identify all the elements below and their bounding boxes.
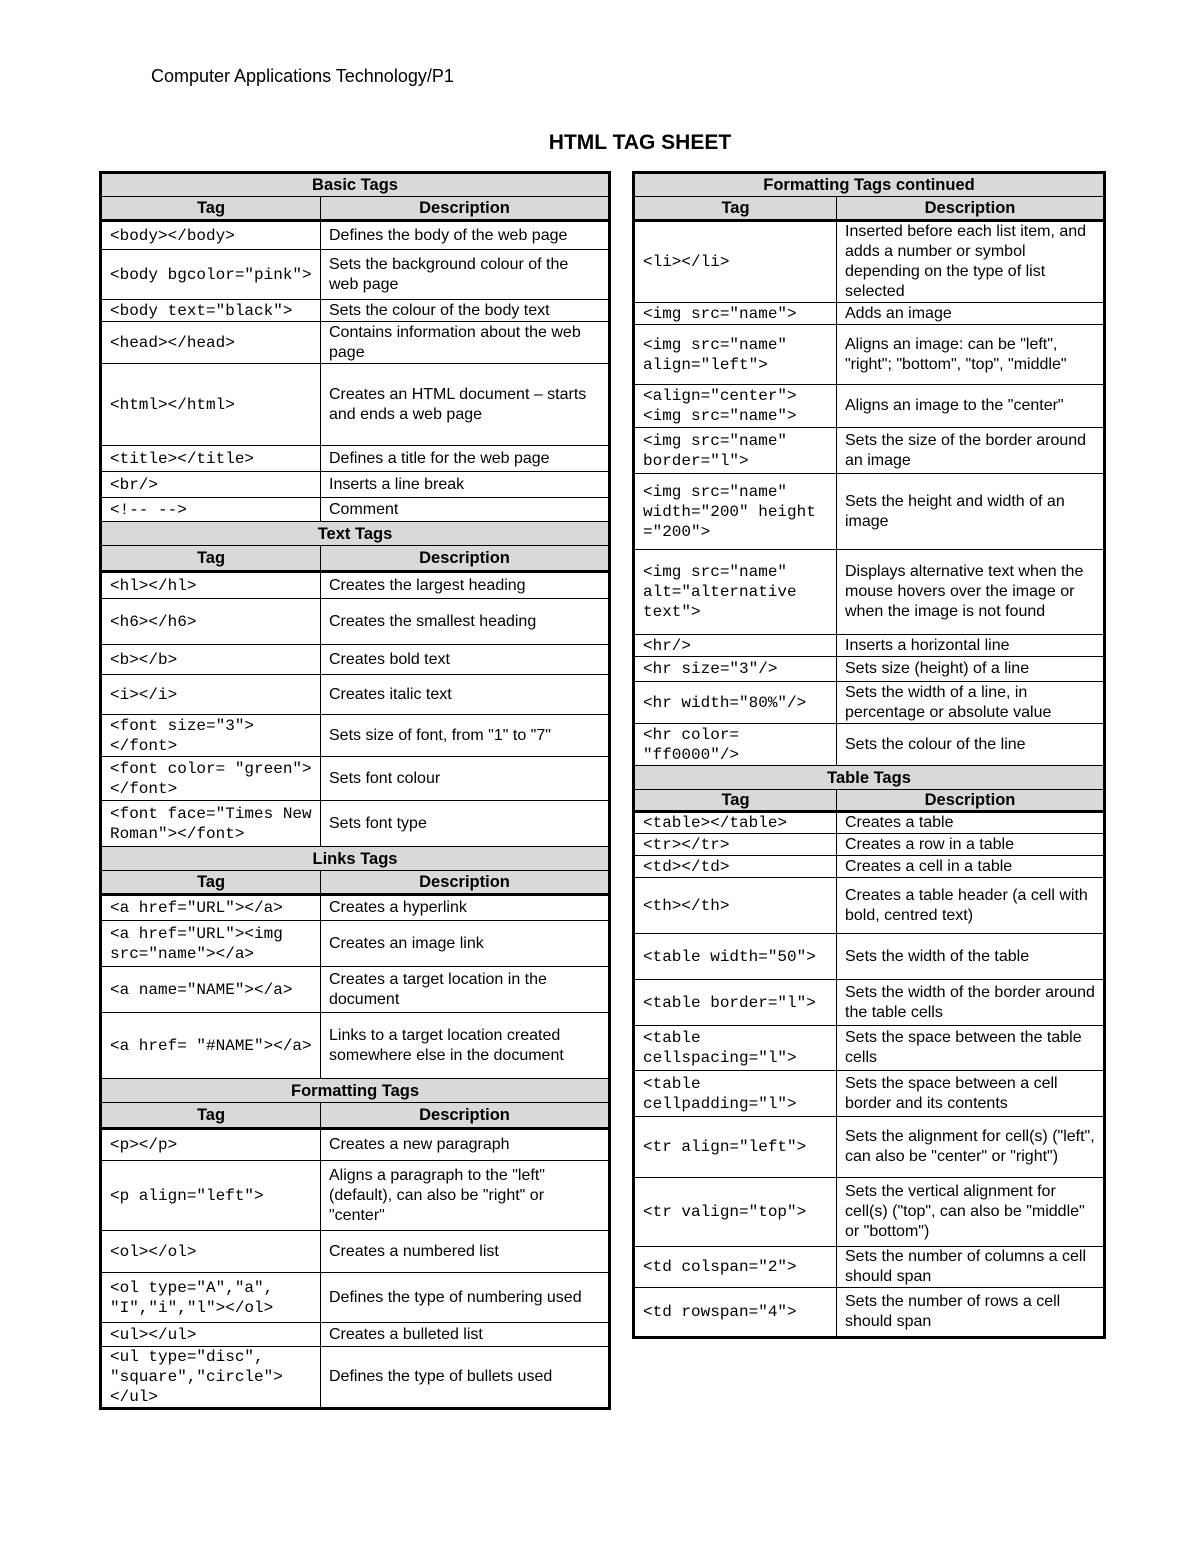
tag-cell: <a href= "#NAME"></a> (101, 1013, 321, 1079)
tag-cell: <br/> (101, 472, 321, 498)
table-row (101, 715, 610, 757)
tag-cell: <hr color= "ff0000"/> (634, 724, 837, 766)
tag-cell: <img src="name" alt="alternative text"> (634, 550, 837, 635)
tag-column-header: Tag (101, 546, 321, 572)
column-header-row (101, 546, 610, 572)
tag-cell: <table width="50"> (634, 934, 837, 980)
tag-cell: <img src="name" width="200" height ="200"> (634, 474, 837, 550)
description-cell: Sets the height and width of an image (837, 474, 1105, 550)
table-row (101, 757, 610, 801)
description-column-header: Description (321, 871, 610, 895)
description-cell: Creates a hyperlink (321, 895, 610, 921)
description-cell: Creates an HTML document – starts and ends a web page (321, 364, 610, 446)
table-row (101, 322, 610, 364)
tag-cell: <hr size="3"/> (634, 657, 837, 682)
table-row (101, 1273, 610, 1323)
description-column-header: Description (837, 197, 1105, 221)
description-cell: Sets the space between a cell border and its contents (837, 1071, 1105, 1117)
description-cell: Creates an image link (321, 921, 610, 967)
tag-cell: <i></i> (101, 675, 321, 715)
table-row (634, 221, 1105, 303)
description-cell: Creates a cell in a table (837, 856, 1105, 878)
description-cell: Creates a numbered list (321, 1231, 610, 1273)
table-row (634, 550, 1105, 635)
table-row (634, 474, 1105, 550)
table-row (101, 1323, 610, 1347)
table-row (634, 428, 1105, 474)
table-row (634, 657, 1105, 682)
table-row (101, 498, 610, 522)
description-cell: Defines the type of bullets used (321, 1347, 610, 1409)
column-header-row (101, 871, 610, 895)
tag-cell: <align="center"> <img src="name"> (634, 385, 837, 428)
left-tag-table (99, 171, 611, 1410)
description-cell: Inserts a line break (321, 472, 610, 498)
description-column-header: Description (321, 1103, 610, 1129)
tag-cell: <h6></h6> (101, 599, 321, 645)
description-cell: Aligns an image: can be "left", "right"; "bottom", "top", "middle" (837, 325, 1105, 385)
tag-cell: <table></table> (634, 812, 837, 834)
tag-cell: <img src="name" align="left"> (634, 325, 837, 385)
tag-cell: <table cellspacing="l"> (634, 1026, 837, 1071)
table-row (634, 635, 1105, 657)
description-cell: Sets size of font, from "1" to "7" (321, 715, 610, 757)
table-row (634, 980, 1105, 1026)
section-header-table-tags (634, 766, 1105, 790)
column-header-row (101, 1103, 610, 1129)
description-cell: Sets the number of rows a cell should span (837, 1288, 1105, 1338)
table-row (101, 364, 610, 446)
section-title: Text Tags (101, 522, 610, 546)
table-row (101, 472, 610, 498)
table-row (101, 921, 610, 967)
table-row (101, 895, 610, 921)
tag-cell: <p></p> (101, 1129, 321, 1161)
description-cell: Creates a bulleted list (321, 1323, 610, 1347)
description-cell: Sets font type (321, 801, 610, 847)
tag-cell: <body text="black"> (101, 300, 321, 322)
table-row (101, 599, 610, 645)
table-row (634, 834, 1105, 856)
tag-cell: <ul type="disc", "square","circle"> </ul> (101, 1347, 321, 1409)
tag-cell: <hl></hl> (101, 572, 321, 599)
table-row (634, 812, 1105, 834)
description-cell: Displays alternative text when the mouse hovers over the image or when the image is not found (837, 550, 1105, 635)
column-header-row (634, 197, 1105, 221)
tag-cell: <head></head> (101, 322, 321, 364)
table-row (101, 675, 610, 715)
table-row (101, 645, 610, 675)
table-row (634, 856, 1105, 878)
table-row (101, 300, 610, 322)
table-row (101, 221, 610, 250)
tag-cell: <hr/> (634, 635, 837, 657)
description-cell: Sets the width of a line, in percentage or absolute value (837, 682, 1105, 724)
tag-cell: <title></title> (101, 446, 321, 472)
description-cell: Sets the width of the table (837, 934, 1105, 980)
tag-column-header: Tag (634, 790, 837, 812)
tag-cell: <ul></ul> (101, 1323, 321, 1347)
tag-column-header: Tag (101, 197, 321, 221)
tag-cell: <font color= "green"> </font> (101, 757, 321, 801)
description-cell: Sets the width of the border around the table cells (837, 980, 1105, 1026)
description-cell: Creates a new paragraph (321, 1129, 610, 1161)
tag-cell: <li></li> (634, 221, 837, 303)
description-cell: Contains information about the web page (321, 322, 610, 364)
table-row (634, 303, 1105, 325)
description-cell: Sets the size of the border around an image (837, 428, 1105, 474)
table-row (634, 385, 1105, 428)
section-header-basic-tags (101, 173, 610, 197)
tag-cell: <html></html> (101, 364, 321, 446)
description-cell: Defines a title for the web page (321, 446, 610, 472)
description-cell: Aligns an image to the "center" (837, 385, 1105, 428)
description-column-header: Description (837, 790, 1105, 812)
section-title: Formatting Tags continued (634, 173, 1105, 197)
table-row (634, 1288, 1105, 1338)
tag-column-header: Tag (101, 1103, 321, 1129)
tag-cell: <img src="name" border="l"> (634, 428, 837, 474)
tag-cell: <!-- --> (101, 498, 321, 522)
description-cell: Creates italic text (321, 675, 610, 715)
section-title: Formatting Tags (101, 1079, 610, 1103)
description-cell: Sets the number of columns a cell should span (837, 1247, 1105, 1288)
tag-cell: <body></body> (101, 221, 321, 250)
description-column-header: Description (321, 546, 610, 572)
tag-column-header: Tag (634, 197, 837, 221)
section-header-formatting-tags (101, 1079, 610, 1103)
table-row (634, 1071, 1105, 1117)
tag-cell: <body bgcolor="pink"> (101, 250, 321, 300)
table-row (101, 446, 610, 472)
section-title: Links Tags (101, 847, 610, 871)
tag-cell: <tr></tr> (634, 834, 837, 856)
table-row (101, 1129, 610, 1161)
tag-cell: <td rowspan="4"> (634, 1288, 837, 1338)
column-header-row (634, 790, 1105, 812)
column-header-row (101, 197, 610, 221)
tag-cell: <b></b> (101, 645, 321, 675)
tag-cell: <th></th> (634, 878, 837, 934)
table-row (634, 1026, 1105, 1071)
tag-cell: <table cellpadding="l"> (634, 1071, 837, 1117)
description-cell: Sets size (height) of a line (837, 657, 1105, 682)
description-cell: Inserted before each list item, and adds a number or symbol depending on the type of list selected (837, 221, 1105, 303)
table-row (101, 250, 610, 300)
description-cell: Sets the space between the table cells (837, 1026, 1105, 1071)
tag-cell: <p align="left"> (101, 1161, 321, 1231)
table-row (101, 1231, 610, 1273)
tag-cell: <a name="NAME"></a> (101, 967, 321, 1013)
tag-column-header: Tag (101, 871, 321, 895)
description-cell: Creates a table (837, 812, 1105, 834)
tag-cell: <td colspan="2"> (634, 1247, 837, 1288)
table-row (634, 325, 1105, 385)
table-row (634, 682, 1105, 724)
tag-cell: <a href="URL"></a> (101, 895, 321, 921)
table-row (101, 967, 610, 1013)
description-cell: Defines the body of the web page (321, 221, 610, 250)
tag-cell: <tr align="left"> (634, 1117, 837, 1178)
description-cell: Sets font colour (321, 757, 610, 801)
description-cell: Creates a target location in the document (321, 967, 610, 1013)
table-row (634, 724, 1105, 766)
description-cell: Adds an image (837, 303, 1105, 325)
description-column-header: Description (321, 197, 610, 221)
description-cell: Creates the smallest heading (321, 599, 610, 645)
table-row (101, 572, 610, 599)
description-cell: Comment (321, 498, 610, 522)
section-title: Table Tags (634, 766, 1105, 790)
table-row (634, 1117, 1105, 1178)
section-title: Basic Tags (101, 173, 610, 197)
table-row (101, 1013, 610, 1079)
description-cell: Sets the alignment for cell(s) ("left", can also be "center" or "right") (837, 1117, 1105, 1178)
tag-cell: <td></td> (634, 856, 837, 878)
page-header: Computer Applications Technology/P1 (151, 66, 454, 86)
description-cell: Aligns a paragraph to the "left" (default), can also be "right" or "center" (321, 1161, 610, 1231)
table-row (634, 1178, 1105, 1247)
section-header-links-tags (101, 847, 610, 871)
description-cell: Sets the colour of the line (837, 724, 1105, 766)
section-header-text-tags (101, 522, 610, 546)
description-cell: Links to a target location created somewhere else in the document (321, 1013, 610, 1079)
description-cell: Creates a row in a table (837, 834, 1105, 856)
tag-cell: <a href="URL"><img src="name"></a> (101, 921, 321, 967)
description-cell: Creates the largest heading (321, 572, 610, 599)
description-cell: Sets the colour of the body text (321, 300, 610, 322)
tag-cell: <ol></ol> (101, 1231, 321, 1273)
description-cell: Defines the type of numbering used (321, 1273, 610, 1323)
right-tag-table (632, 171, 1106, 1339)
table-row (634, 878, 1105, 934)
tag-cell: <font face="Times New Roman"></font> (101, 801, 321, 847)
table-row (634, 1247, 1105, 1288)
page-title: HTML TAG SHEET (548, 131, 732, 154)
table-row (101, 1347, 610, 1409)
section-header-formatting-tags-continued (634, 173, 1105, 197)
description-cell: Creates bold text (321, 645, 610, 675)
tag-cell: <table border="l"> (634, 980, 837, 1026)
tag-cell: <tr valign="top"> (634, 1178, 837, 1247)
tag-cell: <ol type="A","a", "I","i","l"></ol> (101, 1273, 321, 1323)
tag-cell: <hr width="80%"/> (634, 682, 837, 724)
table-row (634, 934, 1105, 980)
tag-cell: <img src="name"> (634, 303, 837, 325)
tag-cell: <font size="3"></font> (101, 715, 321, 757)
table-row (101, 1161, 610, 1231)
description-cell: Creates a table header (a cell with bold, centred text) (837, 878, 1105, 934)
description-cell: Inserts a horizontal line (837, 635, 1105, 657)
description-cell: Sets the vertical alignment for cell(s) ("top", can also be "middle" or "bottom") (837, 1178, 1105, 1247)
description-cell: Sets the background colour of the web page (321, 250, 610, 300)
table-row (101, 801, 610, 847)
